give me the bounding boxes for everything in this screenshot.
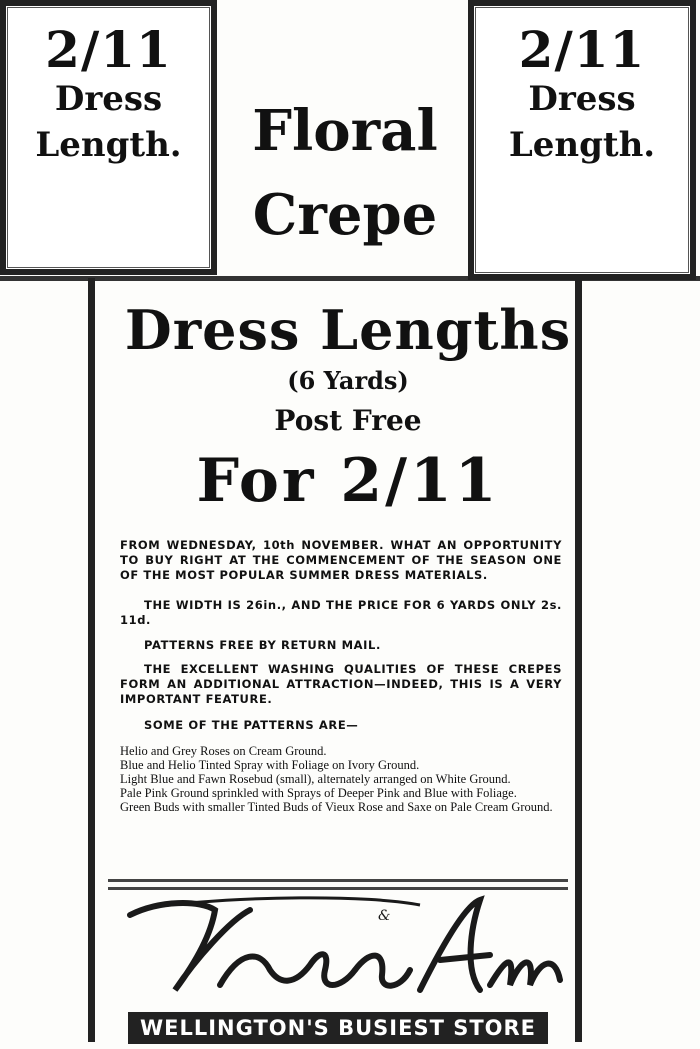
signature-ampersand: &: [378, 908, 391, 924]
dress-lengths-title: Dress Lengths: [124, 298, 572, 362]
right-price-box: [468, 0, 696, 280]
list-item: Green Buds with smaller Tinted Buds of Vieux Rose and Saxe on Pale Cream Ground.: [120, 800, 553, 814]
right-dress-word: Dress: [528, 79, 636, 119]
left-dress-word: Dress: [54, 79, 163, 119]
right-length-word: Length.: [508, 124, 656, 165]
patterns-free-paragraph: PATTERNS FREE BY RETURN MAIL.: [144, 638, 381, 652]
crepe-heading: Crepe: [252, 182, 438, 248]
left-price: 2/11: [45, 20, 172, 79]
yards-subtitle: (6 Yards): [287, 366, 409, 395]
list-item: Blue and Helio Tinted Spray with Foliage on Ivory Ground.: [120, 758, 420, 772]
left-price-box: [0, 0, 217, 275]
post-free-line: Post Free: [274, 404, 422, 437]
footer-rule-upper: [108, 879, 568, 882]
width-price-paragraph: THE WIDTH IS 26in., AND THE PRICE FOR 6 YARDS ONLY 2s. 11d.: [120, 598, 562, 627]
veitch-allan-signature-logo: [120, 890, 570, 1000]
intro-paragraph: FROM WEDNESDAY, 10th NOVEMBER. WHAT AN OPPORTUNITY TO BUY RIGHT AT THE COMMENCEMENT OF THE SEASON ONE OF THE MOST POPULAR SUMMER DRESS MATERIALS.: [120, 538, 562, 582]
washing-qualities-paragraph: THE EXCELLENT WASHING QUALITIES OF THESE CREPES FORM AN ADDITIONAL ATTRACTION—INDEED, THIS IS A VERY IMPORTANT FEATURE.: [120, 662, 562, 706]
patterns-intro-paragraph: SOME OF THE PATTERNS ARE—: [144, 718, 359, 732]
list-item: Light Blue and Fawn Rosebud (small), alternately arranged on White Ground.: [120, 772, 511, 786]
pattern-list: [120, 744, 562, 814]
left-length-word: Length.: [35, 124, 182, 165]
store-tagline-banner: WELLINGTON'S BUSIEST STORE: [128, 1012, 548, 1044]
right-price: 2/11: [518, 20, 646, 79]
list-item: Helio and Grey Roses on Cream Ground.: [120, 744, 327, 758]
list-item: Pale Pink Ground sprinkled with Sprays of Deeper Pink and Blue with Foliage.: [120, 786, 517, 800]
price-headline: For 2/11: [196, 446, 500, 516]
floral-heading: Floral: [252, 98, 438, 164]
